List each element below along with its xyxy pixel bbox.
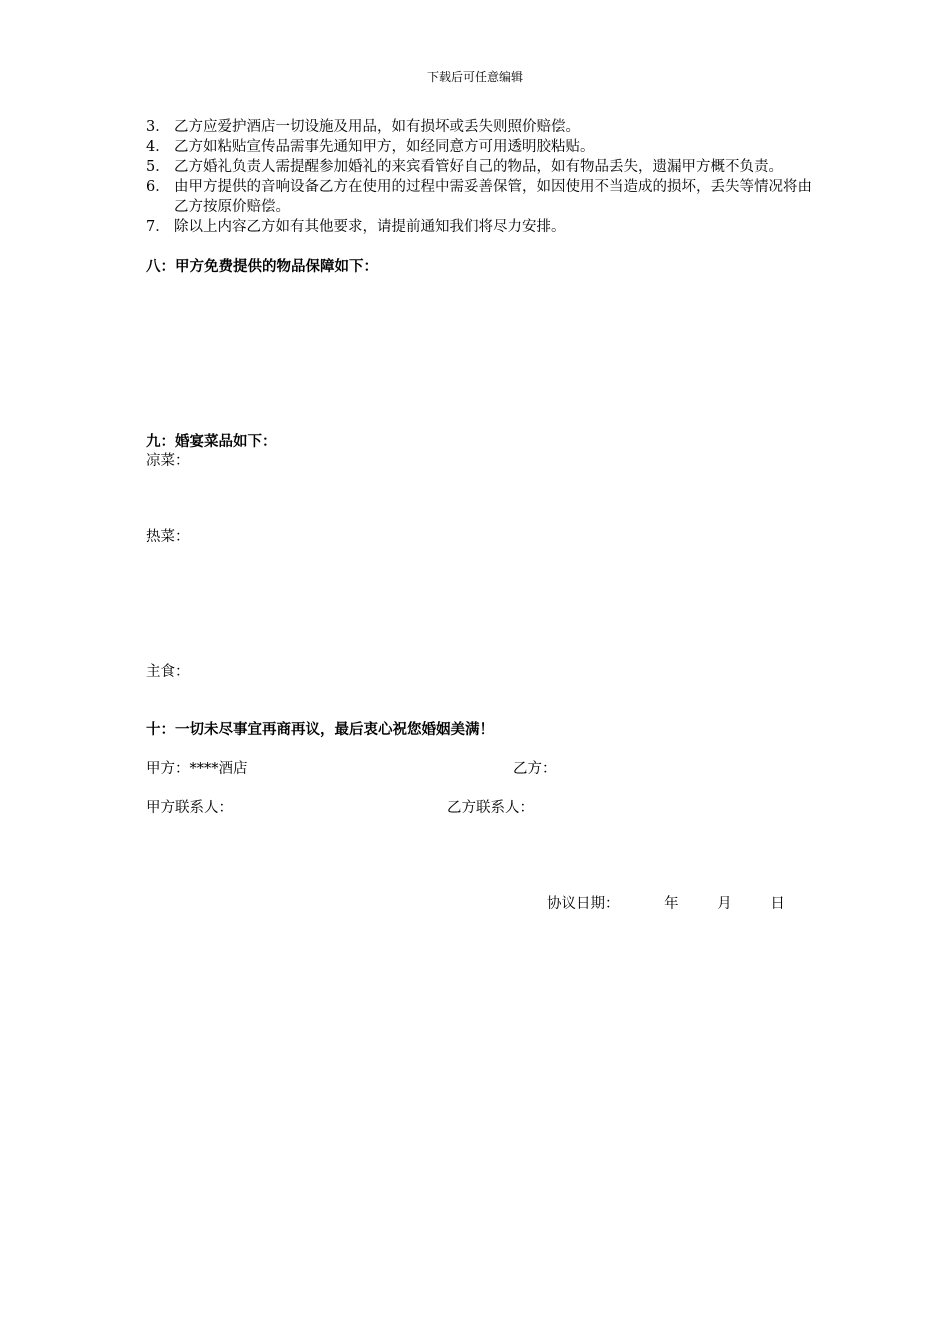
page-header-note: 下载后可任意编辑 [426,70,523,84]
cold-dishes-label: 凉菜： [146,453,190,469]
date-year: 年 [664,896,679,912]
date-month: 月 [717,896,732,912]
section-eight-heading: 八：甲方免费提供的物品保障如下： [146,258,378,275]
section-ten-heading: 十：一切未尽事宜再商再议，最后衷心祝您婚姻美满！ [146,721,494,738]
clause-item [146,177,816,217]
clause-list [146,117,816,237]
hot-dishes-label: 热菜： [146,529,190,545]
clause-text: 乙方应爱护酒店一切设施及用品，如有损坏或丢失则照价赔偿。 [174,119,580,135]
clause-text: 由甲方提供的音响设备乙方在使用的过程中需妥善保管，如因使用不当造成的损坏，丢失等情况将由乙方按原价赔偿。 [174,179,812,215]
party-a-contact-label: 甲方联系人： [146,800,233,816]
party-b-contact-label: 乙方联系人： [447,800,534,816]
date-label: 协议日期： [547,896,620,912]
clause-number: 7． [146,219,170,235]
section-nine-heading: 九：婚宴菜品如下： [146,433,277,450]
clause-text: 乙方婚礼负责人需提醒参加婚礼的来宾看管好自己的物品，如有物品丢失，遗漏甲方概不负责。 [174,159,783,175]
staple-label: 主食： [146,664,190,680]
clause-item [146,157,816,177]
party-a-label: 甲方：****酒店 [146,761,248,777]
agreement-date [547,894,785,914]
clause-number: 3． [146,119,170,135]
clause-text: 除以上内容乙方如有其他要求，请提前通知我们将尽力安排。 [174,219,566,235]
clause-item [146,117,816,137]
clause-item [146,137,816,157]
date-day: 日 [770,896,785,912]
clause-text: 乙方如粘贴宣传品需事先通知甲方，如经同意方可用透明胶粘贴。 [174,139,595,155]
clause-number: 5． [146,159,170,175]
clause-number: 4． [146,139,170,155]
clause-item [146,217,816,237]
clause-number: 6． [146,179,170,195]
party-b-label: 乙方： [513,761,557,777]
